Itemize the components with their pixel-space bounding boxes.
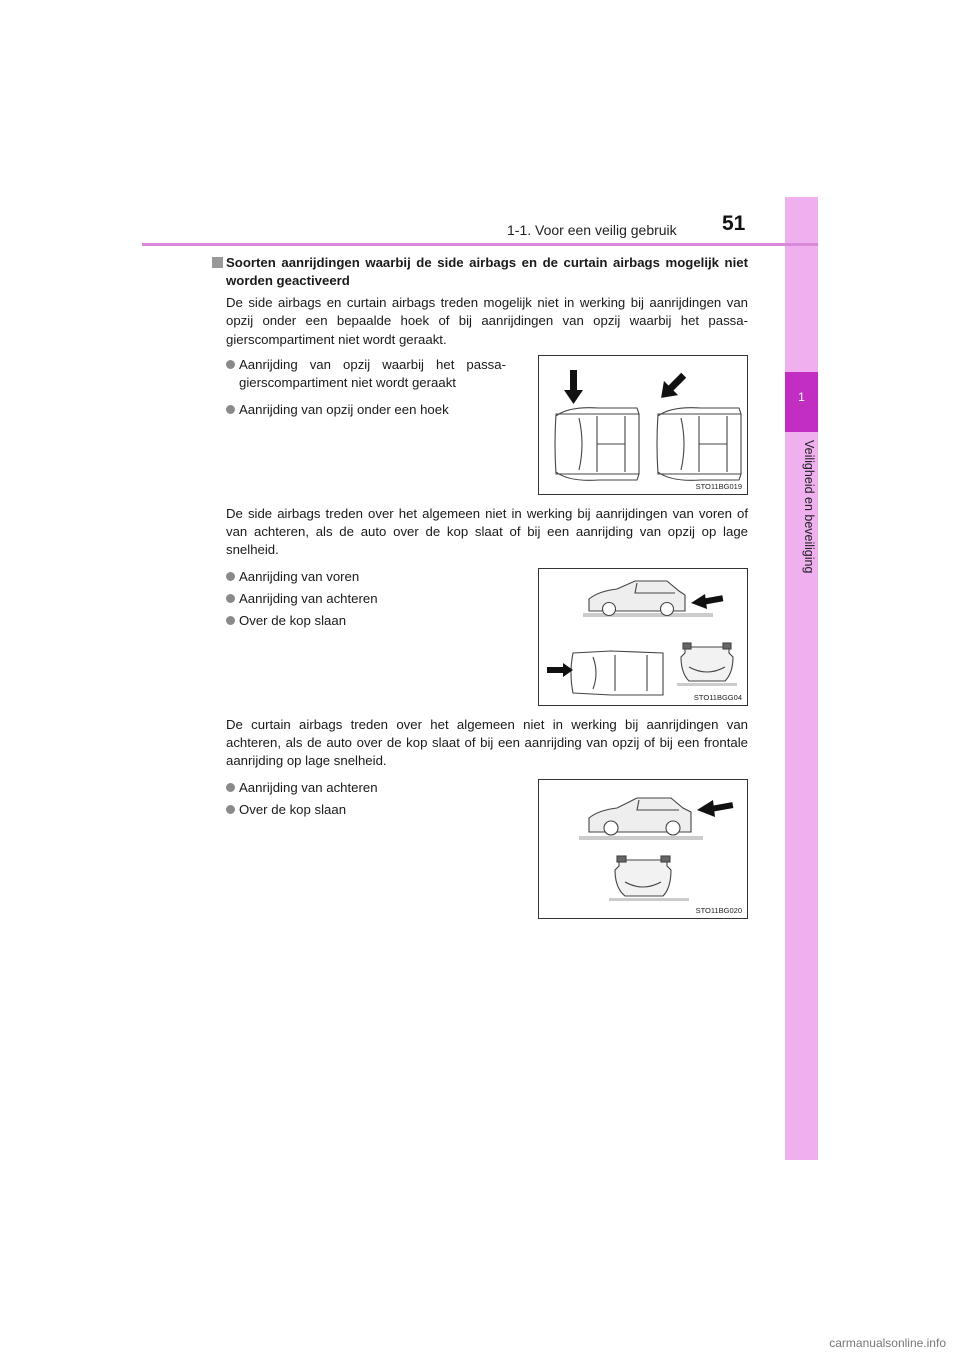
list-item: Aanrijding van opzij onder een hoek xyxy=(226,401,506,419)
page-number: 51 xyxy=(722,212,746,235)
group3-bullet-list xyxy=(226,779,506,919)
section-heading xyxy=(212,254,748,290)
bullet-dot-icon xyxy=(226,783,235,792)
header-section-title: 1-1. Voor een veilig gebruik xyxy=(507,222,677,238)
impact-arrow-diagonal-icon xyxy=(654,368,691,405)
group1-row xyxy=(212,355,748,495)
group2-bullet-list xyxy=(226,568,506,706)
front-rear-rollover-illustration xyxy=(539,569,747,705)
chapter-side-tab xyxy=(785,197,818,1160)
impact-arrow-right-icon xyxy=(547,663,573,677)
impact-arrow-down-icon xyxy=(564,370,583,404)
list-item: Aanrijding van voren xyxy=(226,568,506,586)
car-top-view xyxy=(571,651,663,695)
page-content xyxy=(212,254,748,919)
intro-paragraph: De side airbags en curtain airbags treden mogelijk niet in werking bij aanrijdingen van opzij onder een bepaalde hoek of bij aanrijdingen van opzij waarbij het passa- gierscompartiment niet wordt geraakt. xyxy=(226,295,748,347)
bullet-dot-icon xyxy=(226,594,235,603)
group1-bullet-list xyxy=(226,355,506,495)
header-divider xyxy=(142,243,818,246)
bullet-dot-icon xyxy=(226,572,235,581)
figure-code: STO11BG020 xyxy=(695,905,742,915)
figure-rear-rollover xyxy=(538,779,748,919)
car-rollover-view xyxy=(681,643,733,681)
figure-front-rear-rollover xyxy=(538,568,748,706)
list-item: Over de kop slaan xyxy=(226,801,506,819)
footer-watermark[interactable]: carmanualsonline.info xyxy=(829,1336,946,1350)
section-heading-text: Soorten aanrijdingen waarbij de side airbags en de curtain airbags mogelijk niet worden geactiveerd xyxy=(226,255,748,288)
bullet-dot-icon xyxy=(226,616,235,625)
list-item: Aanrijding van achteren xyxy=(226,590,506,608)
figure-code: STO11BG019 xyxy=(695,481,742,491)
list-item: Over de kop slaan xyxy=(226,612,506,630)
impact-arrow-left-icon xyxy=(691,594,723,609)
bullet-dot-icon xyxy=(226,805,235,814)
rear-rollover-illustration xyxy=(539,780,747,918)
side-impact-illustration xyxy=(539,356,747,494)
square-bullet-icon xyxy=(212,257,223,268)
paragraph-front-rear: De side airbags treden over het algemeen niet in werking bij aanrijdingen van voren of van achteren, als de auto over de kop slaat of bij een aanrijding van opzij op lage snelheid. xyxy=(226,505,748,558)
group2-row xyxy=(212,568,748,706)
group3-row xyxy=(212,779,748,919)
car-top-view xyxy=(555,408,639,481)
car-side-view xyxy=(589,581,685,616)
bullet-dot-icon xyxy=(226,360,235,369)
chapter-number: 1 xyxy=(798,390,805,404)
figure-code: STO11BGG04 xyxy=(693,692,742,702)
car-top-view xyxy=(657,408,741,481)
car-rollover-view xyxy=(615,856,671,896)
car-side-view xyxy=(589,798,691,835)
list-item: Aanrijding van achteren xyxy=(226,779,506,797)
paragraph-curtain: De curtain airbags treden over het algemeen niet in werking bij aanrijdingen van achteren, als de auto over de kop slaat of bij een aanrijding van opzij of bij een frontale aanrijding op lage snelheid. xyxy=(226,716,748,769)
impact-arrow-left-icon xyxy=(697,800,733,817)
list-item: Aanrijding van opzij waarbij het passa- gierscompartiment niet wordt geraakt xyxy=(226,356,506,392)
figure-side-impact xyxy=(538,355,748,495)
chapter-title: Veiligheid en beveiliging xyxy=(802,440,816,574)
bullet-dot-icon xyxy=(226,405,235,414)
